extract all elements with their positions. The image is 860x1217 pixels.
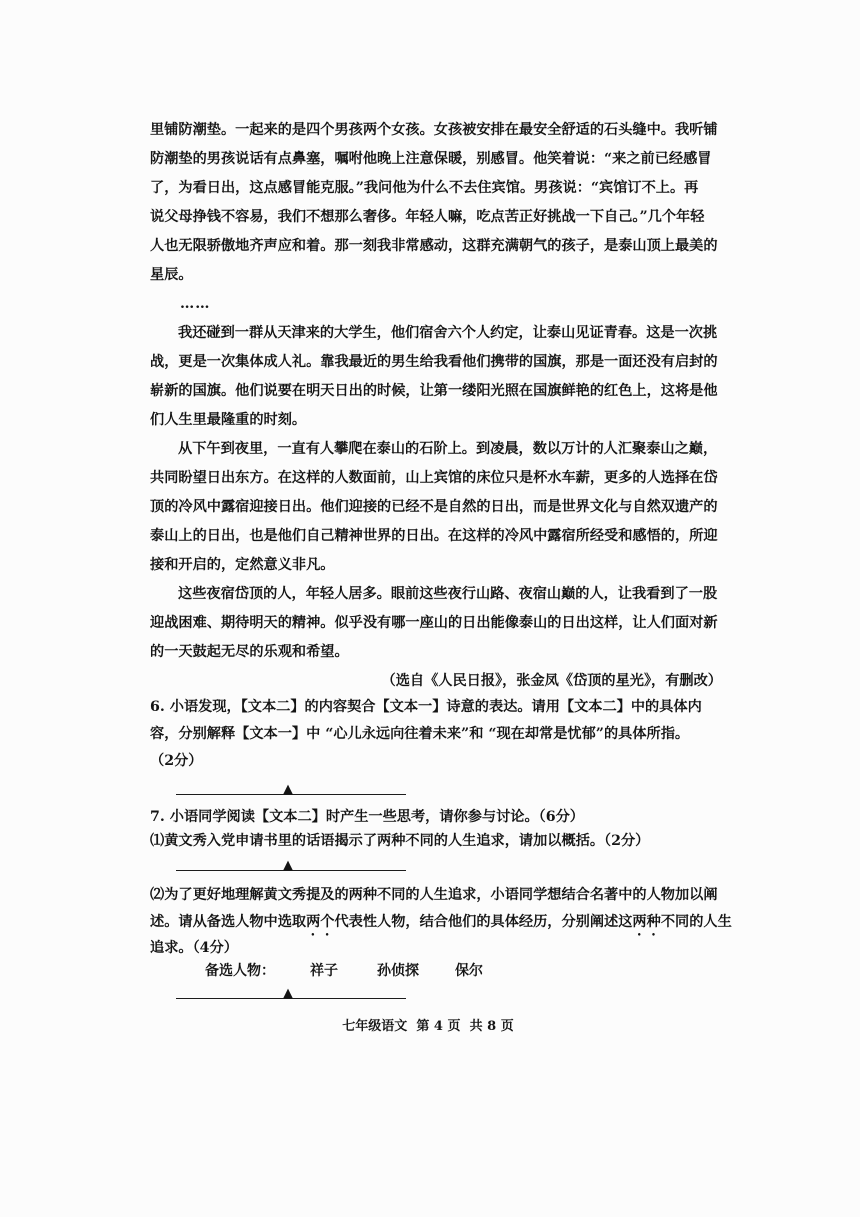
question-line: ⑵为了更好地理解黄文秀提及的两种不同的人生追求，小语同学想结合名著中的人物加以阐 — [150, 887, 718, 903]
emphasized-text: 两种 — [632, 913, 661, 930]
question-line: 追求。（4分） — [150, 940, 238, 956]
question-text: 代表性人物，结合他们的具体经历，分别阐述这 — [334, 913, 633, 930]
passage-paragraph — [150, 319, 724, 435]
triangle-marker-icon: ▲ — [283, 986, 293, 1001]
candidate-name: 祥子 — [310, 963, 338, 979]
candidate-list — [0, 958, 860, 984]
question-6 — [150, 694, 724, 775]
passage-line: 从下午到夜里，一直有人攀爬在泰山的石阶上。到凌晨，数以万计的人汇聚泰山之巅， — [178, 441, 718, 457]
passage-line: 说父母挣钱不容易，我们不想那么奢侈。年轻人嘛，吃点苦正好挑战一下自己。”几个年轻 — [150, 209, 705, 225]
passage-line: 泰山上的日出，也是他们自己精神世界的日出。在这样的冷风中露宿所经受和感悟的，所迎 — [150, 528, 718, 544]
candidate-name: 保尔 — [455, 963, 483, 979]
ellipsis: …… — [180, 296, 211, 312]
passage-line: 人也无限骄傲地齐声应和着。那一刻我非常感动，这群充满朝气的孩子，是泰山顶上最美的 — [150, 238, 718, 254]
passage-line: 防潮垫的男孩说话有点鼻塞，嘱咐他晚上注意保暖，别感冒。他笑着说：“来之前已经感冒 — [150, 151, 712, 167]
passage-line: 星辰。 — [150, 267, 193, 283]
passage-paragraph — [150, 435, 724, 580]
passage-paragraph — [150, 580, 724, 667]
passage-line: 接和开启的，定然意义非凡。 — [150, 557, 335, 573]
subquestion-2 — [150, 882, 732, 962]
answer-line — [176, 984, 406, 999]
candidate-label: 备选人物： — [205, 963, 275, 979]
passage-line: 迎战困难、期待明天的精神。似乎没有哪一座山的日出能像泰山的日出这样，让人们面对新 — [150, 615, 718, 631]
question-points: （2分） — [150, 753, 203, 769]
triangle-marker-icon: ▲ — [283, 858, 293, 873]
passage-line: 了，为看日出，这点感冒能克服。”我问他为什么不去住宾馆。男孩说：“宾馆订不上。再 — [150, 180, 699, 196]
passage-line: 共同盼望日出东方。在这样的人数面前，山上宾馆的床位只是杯水车薪，更多的人选择在岱 — [150, 470, 718, 486]
passage-line: 里铺防潮垫。一起来的是四个男孩两个女孩。女孩被安排在最安全舒适的石头缝中。我听铺 — [150, 122, 718, 138]
subquestion-1 — [150, 828, 724, 855]
question-line: 容，分别解释【文本一】中 “心儿永远向往着未来”和 “现在却常是忧郁”的具体所指。 — [150, 726, 690, 742]
footer-page-number: 第 4 页 — [416, 1019, 461, 1034]
passage-line: 崭新的国旗。他们说要在明天日出的时候，让第一缕阳光照在国旗鲜艳的红色上，这将是他 — [150, 383, 718, 399]
passage-line: 战，更是一次集体成人礼。靠我最近的男生给我看他们携带的国旗，那是一面还没有启封的 — [150, 354, 718, 370]
reading-passage — [150, 116, 724, 696]
passage-paragraph — [150, 116, 724, 290]
emphasized-text: 两个 — [306, 913, 335, 930]
answer-line — [176, 856, 406, 871]
answer-line — [176, 780, 406, 795]
question-line: 7. 小语同学阅读【文本二】时产生一些思考，请你参与讨论。（6分） — [150, 809, 584, 825]
passage-line: 的一天鼓起无尽的乐观和希望。 — [150, 644, 349, 660]
passage-line: 们人生里最隆重的时刻。 — [150, 412, 307, 428]
footer-subject: 七年级语文 — [342, 1019, 408, 1034]
question-text: 述。请从备选人物中选取 — [150, 913, 307, 930]
footer-total-pages: 共 8 页 — [469, 1019, 514, 1034]
passage-line: 顶的冷风中露宿迎接日出。他们迎接的已经不是自然的日出，而是世界文化与自然双遗产的 — [150, 499, 718, 515]
question-line: ⑴黄文秀入党申请书里的话语揭示了两种不同的人生追求，请加以概括。（2分） — [150, 833, 650, 849]
question-text: 不同的人生 — [660, 913, 732, 930]
passage-line: 这些夜宿岱顶的人，年轻人居多。眼前这些夜行山路、夜宿山巅的人，让我看到了一股 — [178, 586, 718, 602]
triangle-marker-icon: ▲ — [283, 782, 293, 797]
question-7-stem — [150, 804, 724, 831]
page-footer — [0, 1018, 856, 1036]
question-line: 6. 小语发现，【文本二】的内容契合【文本一】诗意的表达。请用【文本二】中的具体内 — [150, 699, 702, 715]
question-line — [150, 909, 732, 936]
candidate-name: 孙侦探 — [377, 963, 419, 979]
source-citation: （选自《人民日报》，张金凤《岱顶的星光》，有删改） — [381, 673, 722, 689]
passage-line: 我还碰到一群从天津来的大学生，他们宿舍六个人约定，让泰山见证青春。这是一次挑 — [178, 325, 718, 341]
